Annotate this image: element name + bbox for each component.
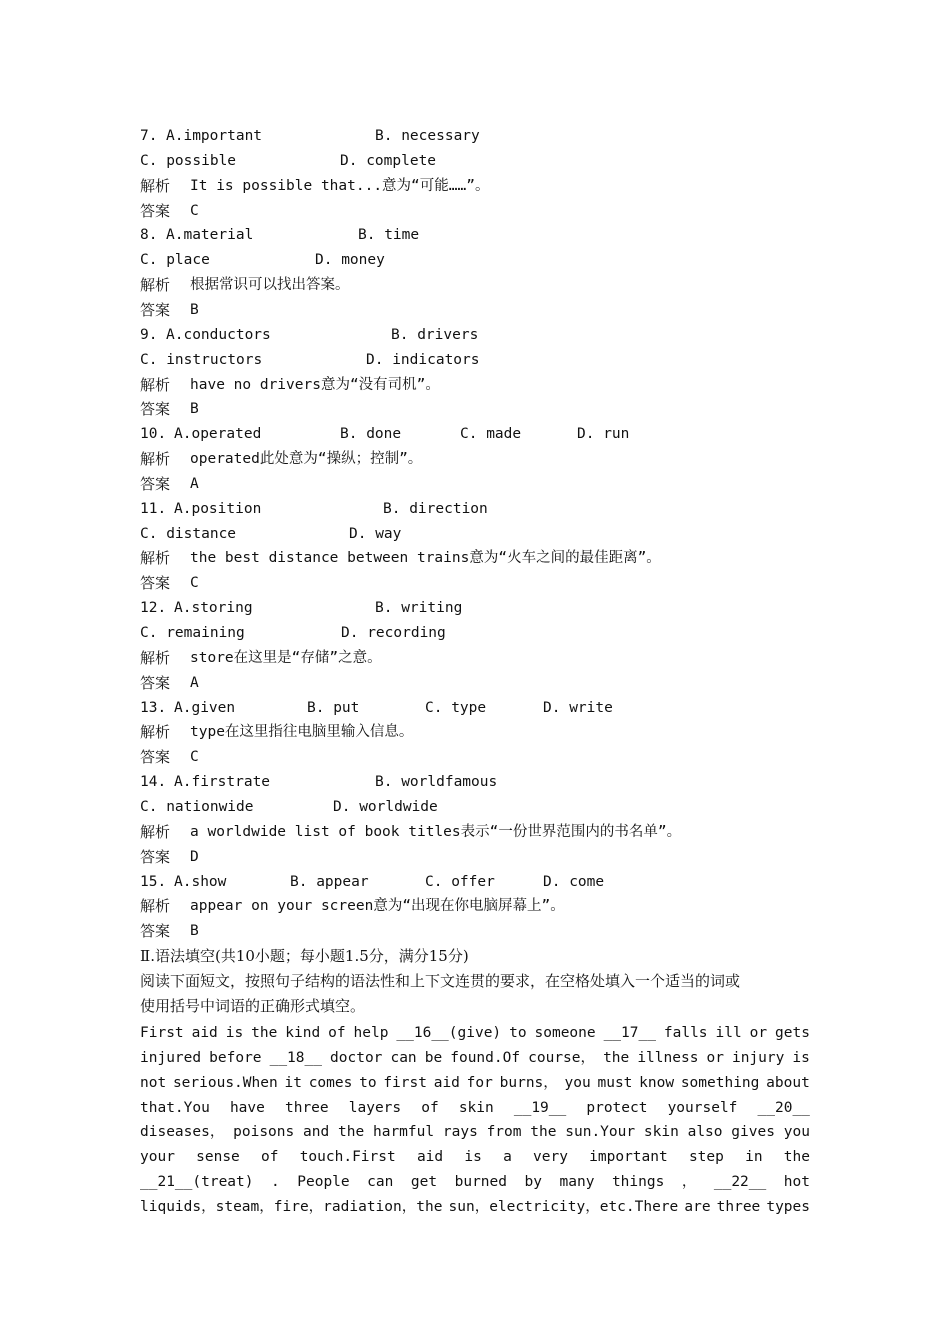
option-a: A.important bbox=[166, 128, 263, 144]
analysis-text: the best distance between trains意为“火车之间的最佳距离”。 bbox=[190, 550, 661, 566]
option-c: C. type bbox=[425, 700, 487, 716]
passage-word: help bbox=[353, 1025, 389, 1041]
passage-word: a bbox=[503, 1149, 512, 1165]
option-c: C. remaining bbox=[140, 625, 245, 641]
passage-word: are bbox=[684, 1199, 711, 1215]
passage-line bbox=[140, 1096, 810, 1121]
option-b: B. drivers bbox=[391, 327, 479, 343]
passage-word: important bbox=[589, 1149, 668, 1165]
option-d: D. recording bbox=[341, 625, 446, 641]
passage-word: the bbox=[338, 1124, 365, 1140]
passage-word: types bbox=[766, 1199, 810, 1215]
option-c: C. distance bbox=[140, 526, 237, 542]
option-d: D. run bbox=[577, 426, 630, 442]
passage-word: by bbox=[524, 1174, 542, 1190]
passage-word: doctor bbox=[330, 1050, 383, 1066]
passage-word: three bbox=[284, 1100, 329, 1116]
question-number: 10. bbox=[140, 426, 167, 442]
passage-word: ， bbox=[681, 1174, 697, 1190]
analysis-label: 解析 bbox=[140, 897, 171, 915]
answer-label: 答案 bbox=[140, 674, 171, 692]
passage-word: for bbox=[466, 1075, 493, 1091]
passage-word: aid bbox=[416, 1149, 444, 1165]
analysis-label: 解析 bbox=[140, 549, 171, 567]
passage-word: kind bbox=[285, 1025, 321, 1041]
option-d: D. indicators bbox=[366, 352, 480, 368]
passage-word: __21__(treat) bbox=[140, 1174, 254, 1190]
passage-word: liquids，steam，fire，radiation，the bbox=[140, 1199, 443, 1215]
passage-word: also bbox=[687, 1124, 723, 1140]
option-c: C. instructors bbox=[140, 352, 263, 368]
passage-word: poisons bbox=[233, 1124, 295, 1140]
passage-word: serious.When bbox=[172, 1075, 278, 1091]
option-a: A.given bbox=[174, 700, 236, 716]
passage-word: illness bbox=[637, 1050, 699, 1066]
answer-label: 答案 bbox=[140, 848, 171, 866]
passage-word: gets bbox=[775, 1025, 810, 1041]
passage-word: yourself bbox=[667, 1100, 738, 1116]
option-a: A.conductors bbox=[166, 327, 271, 343]
answer-value: B bbox=[190, 923, 199, 939]
option-d: D. worldwide bbox=[333, 799, 438, 815]
passage-word: injured bbox=[140, 1050, 202, 1066]
option-d: D. complete bbox=[340, 153, 437, 169]
passage-line bbox=[140, 1021, 810, 1046]
answer-value: A bbox=[190, 476, 199, 492]
passage-word: . bbox=[271, 1174, 280, 1190]
option-b: B. appear bbox=[290, 874, 369, 890]
option-c: C. nationwide bbox=[140, 799, 254, 815]
passage-word: very bbox=[533, 1149, 568, 1165]
option-a: A.show bbox=[174, 874, 227, 890]
passage-word: is bbox=[464, 1149, 482, 1165]
question-number: 14. bbox=[140, 774, 167, 790]
passage-word: about bbox=[766, 1075, 810, 1091]
passage-word: three bbox=[716, 1199, 761, 1215]
question-number: 7. bbox=[140, 128, 158, 144]
passage-word: can bbox=[390, 1050, 417, 1066]
passage-word: or bbox=[706, 1050, 724, 1066]
passage-word: hot bbox=[783, 1174, 810, 1190]
passage-word: things bbox=[611, 1174, 665, 1190]
analysis-label: 解析 bbox=[140, 823, 171, 841]
option-c: C. offer bbox=[425, 874, 495, 890]
passage-word: comes bbox=[308, 1075, 353, 1091]
answer-label: 答案 bbox=[140, 922, 171, 940]
option-b: B. done bbox=[340, 426, 402, 442]
passage-word: it bbox=[284, 1075, 302, 1091]
passage-word: to bbox=[359, 1075, 377, 1091]
section-heading: Ⅱ.语法填空(共10小题；每小题1.5分，满分15分) bbox=[140, 947, 469, 965]
passage-word: gives bbox=[731, 1124, 775, 1140]
answer-value: C bbox=[190, 575, 199, 591]
passage-word: of bbox=[328, 1025, 346, 1041]
passage-word: to bbox=[509, 1025, 527, 1041]
passage-line bbox=[140, 1170, 810, 1195]
passage-word: be bbox=[424, 1050, 443, 1066]
analysis-text: a worldwide list of book titles表示“一份世界范围内的书名单”。 bbox=[190, 824, 682, 840]
passage-word: must bbox=[597, 1075, 633, 1091]
passage-word: from bbox=[486, 1124, 522, 1140]
passage-word: sun，electricity，etc.There bbox=[448, 1199, 679, 1215]
passage-word: know bbox=[639, 1075, 675, 1091]
passage-word: found.Of bbox=[450, 1050, 521, 1066]
passage-line bbox=[140, 1071, 810, 1096]
answer-label: 答案 bbox=[140, 748, 171, 766]
passage-word: rays bbox=[442, 1124, 478, 1140]
passage-word: many bbox=[559, 1174, 595, 1190]
passage-word: can bbox=[367, 1174, 394, 1190]
analysis-label: 解析 bbox=[140, 450, 171, 468]
option-b: B. necessary bbox=[375, 128, 480, 144]
option-c: C. made bbox=[460, 426, 522, 442]
passage-word: sense bbox=[196, 1149, 240, 1165]
passage-word: get bbox=[410, 1174, 438, 1190]
answer-label: 答案 bbox=[140, 574, 171, 592]
question-number: 9. bbox=[140, 327, 158, 343]
passage-word: aid bbox=[191, 1025, 218, 1041]
passage-word: People bbox=[297, 1174, 350, 1190]
option-a: A.storing bbox=[174, 600, 253, 616]
option-d: D. write bbox=[543, 700, 613, 716]
answer-label: 答案 bbox=[140, 202, 171, 220]
option-b: B. time bbox=[358, 227, 420, 243]
passage-word: not bbox=[140, 1075, 167, 1091]
passage-word: in bbox=[745, 1149, 763, 1165]
question-number: 13. bbox=[140, 700, 167, 716]
analysis-label: 解析 bbox=[140, 276, 171, 294]
passage-word: __17__ bbox=[603, 1025, 656, 1041]
option-b: B. writing bbox=[375, 600, 463, 616]
passage-word: is bbox=[792, 1050, 810, 1066]
answer-value: A bbox=[190, 675, 199, 691]
option-c: C. place bbox=[140, 252, 210, 268]
passage-word: layers bbox=[348, 1100, 402, 1116]
option-a: A.position bbox=[174, 501, 262, 517]
analysis-text: 根据常识可以找出答案。 bbox=[190, 277, 350, 293]
option-d: D. money bbox=[315, 252, 385, 268]
answer-label: 答案 bbox=[140, 400, 171, 418]
passage-word: __19__ bbox=[513, 1100, 567, 1116]
option-b: B. put bbox=[307, 700, 360, 716]
analysis-text: store在这里是“存储”之意。 bbox=[190, 650, 382, 666]
passage-word: sun.Your bbox=[565, 1124, 636, 1140]
passage-word: your bbox=[140, 1149, 175, 1165]
option-b: B. worldfamous bbox=[375, 774, 498, 790]
passage-word: __20__ bbox=[757, 1100, 810, 1116]
passage-word: burns， bbox=[499, 1075, 558, 1091]
passage-word: and bbox=[303, 1124, 330, 1140]
analysis-label: 解析 bbox=[140, 376, 171, 394]
passage-word: __18__ bbox=[269, 1050, 322, 1066]
passage-word: the bbox=[530, 1124, 557, 1140]
analysis-text: operated此处意为“操纵；控制”。 bbox=[190, 451, 423, 467]
question-number: 11. bbox=[140, 501, 167, 517]
passage-word: step bbox=[688, 1149, 724, 1165]
option-a: A.material bbox=[166, 227, 254, 243]
option-d: D. way bbox=[349, 526, 402, 542]
passage-word: First bbox=[140, 1025, 184, 1041]
answer-value: C bbox=[190, 749, 199, 765]
answer-value: D bbox=[190, 849, 199, 865]
passage-word: course， bbox=[528, 1050, 596, 1066]
question-number: 15. bbox=[140, 874, 167, 890]
passage-word: touch.First bbox=[299, 1149, 396, 1165]
passage-word: of bbox=[421, 1100, 439, 1116]
passage-word: __22__ bbox=[713, 1174, 767, 1190]
instructions-line-2: 使用括号中词语的正确形式填空。 bbox=[140, 997, 366, 1015]
passage-line bbox=[140, 1046, 810, 1071]
passage-word: protect bbox=[586, 1100, 648, 1116]
answer-value: C bbox=[190, 203, 199, 219]
passage-word: harmful bbox=[372, 1124, 435, 1140]
passage-word: the bbox=[783, 1149, 810, 1165]
passage-word: injury bbox=[731, 1050, 785, 1066]
analysis-text: have no drivers意为“没有司机”。 bbox=[190, 377, 440, 393]
passage-line bbox=[140, 1195, 810, 1220]
passage-word: something bbox=[680, 1075, 760, 1091]
passage-line bbox=[140, 1120, 810, 1145]
analysis-text: It is possible that...意为“可能……”。 bbox=[190, 178, 490, 194]
passage-word: or bbox=[749, 1025, 768, 1041]
passage-word: burned bbox=[454, 1174, 507, 1190]
instructions-line-1: 阅读下面短文，按照句子结构的语法性和上下文连贯的要求，在空格处填入一个适当的词或 bbox=[140, 972, 741, 990]
passage-word: __16__(give) bbox=[396, 1025, 502, 1041]
passage-word: falls bbox=[663, 1025, 708, 1041]
analysis-label: 解析 bbox=[140, 177, 171, 195]
passage-line bbox=[140, 1145, 810, 1170]
passage-word: of bbox=[261, 1149, 279, 1165]
analysis-label: 解析 bbox=[140, 649, 171, 667]
question-number: 8. bbox=[140, 227, 158, 243]
answer-value: B bbox=[190, 401, 199, 417]
passage-word: before bbox=[209, 1050, 262, 1066]
passage-word: the bbox=[603, 1050, 630, 1066]
analysis-text: type在这里指往电脑里输入信息。 bbox=[190, 724, 414, 740]
answer-value: B bbox=[190, 302, 199, 318]
passage-word: skin bbox=[643, 1124, 679, 1140]
passage-word: that.You bbox=[140, 1100, 210, 1116]
passage-word: aid bbox=[433, 1075, 460, 1091]
passage-word: have bbox=[229, 1100, 265, 1116]
option-d: D. come bbox=[543, 874, 605, 890]
question-number: 12. bbox=[140, 600, 167, 616]
passage-word: diseases， bbox=[140, 1124, 225, 1140]
passage-word: someone bbox=[534, 1025, 596, 1041]
passage-word: first bbox=[383, 1075, 427, 1091]
analysis-text: appear on your screen意为“出现在你电脑屏幕上”。 bbox=[190, 898, 565, 914]
option-a: A.firstrate bbox=[174, 774, 271, 790]
answer-label: 答案 bbox=[140, 301, 171, 319]
passage-word: the bbox=[251, 1025, 278, 1041]
answer-label: 答案 bbox=[140, 475, 171, 493]
passage-word: ill bbox=[715, 1025, 742, 1041]
passage-word: skin bbox=[458, 1100, 494, 1116]
option-a: A.operated bbox=[174, 426, 262, 442]
option-c: C. possible bbox=[140, 153, 237, 169]
analysis-label: 解析 bbox=[140, 723, 171, 741]
option-b: B. direction bbox=[383, 501, 488, 517]
passage-word: you bbox=[564, 1075, 591, 1091]
passage-word: you bbox=[783, 1124, 810, 1140]
passage-word: is bbox=[225, 1025, 244, 1041]
